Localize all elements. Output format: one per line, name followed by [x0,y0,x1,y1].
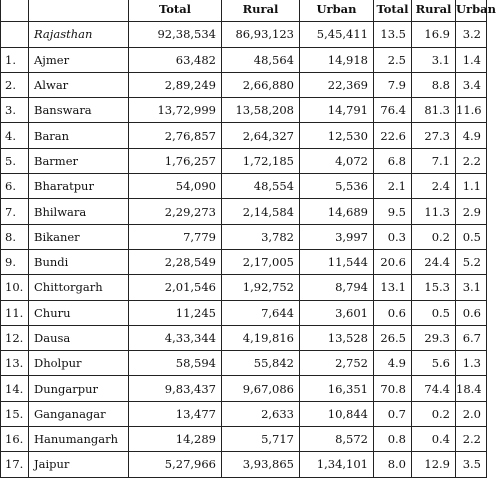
state-name-cell: Rajasthan [29,22,129,47]
urban-cell: 5,536 [300,174,374,199]
pct-total-cell: 7.9 [374,72,412,97]
serial-cell: 14. [1,376,29,401]
serial-cell: 17. [1,452,29,477]
pct-urban-cell: 3.2 [456,22,487,47]
header-serial [1,0,29,22]
urban-cell: 14,689 [300,199,374,224]
pct-total-cell: 9.5 [374,199,412,224]
serial-cell: 16. [1,427,29,452]
rural-cell: 48,564 [222,47,300,72]
total-cell: 2,29,273 [129,199,222,224]
pct-rural-cell: 15.3 [412,275,456,300]
pct-total-cell: 22.6 [374,123,412,148]
table-row [1,351,487,376]
pct-rural-cell: 27.3 [412,123,456,148]
pct-urban-cell: 11.6 [456,98,487,123]
urban-cell: 2,752 [300,351,374,376]
district-name-cell: Dausa [29,325,129,350]
table-row [1,325,487,350]
rural-cell: 3,93,865 [222,452,300,477]
total-cell: 92,38,534 [129,22,222,47]
rural-cell: 3,782 [222,224,300,249]
urban-cell: 12,530 [300,123,374,148]
rural-cell: 9,67,086 [222,376,300,401]
pct-total-cell: 6.8 [374,148,412,173]
table-row [1,174,487,199]
district-name-cell: Bhilwara [29,199,129,224]
pct-rural-cell: 81.3 [412,98,456,123]
total-cell: 11,245 [129,300,222,325]
pct-rural-cell: 8.8 [412,72,456,97]
pct-rural-cell: 5.6 [412,351,456,376]
pct-urban-cell: 1.4 [456,47,487,72]
pct-total-cell: 70.8 [374,376,412,401]
pct-total-cell: 76.4 [374,98,412,123]
pct-urban-cell: 0.5 [456,224,487,249]
pct-urban-cell: 1.1 [456,174,487,199]
district-name-cell: Ganganagar [29,401,129,426]
pct-total-cell: 13.5 [374,22,412,47]
urban-cell: 14,918 [300,47,374,72]
table-row [1,148,487,173]
table-row [1,300,487,325]
serial-cell: 10. [1,275,29,300]
pct-total-cell: 0.8 [374,427,412,452]
urban-cell: 3,997 [300,224,374,249]
pct-rural-cell: 0.2 [412,401,456,426]
pct-rural-cell: 11.3 [412,199,456,224]
pct-total-cell: 0.6 [374,300,412,325]
header-total: Total [129,0,222,22]
serial-cell: 6. [1,174,29,199]
total-cell: 14,289 [129,427,222,452]
pct-urban-cell: 2.2 [456,148,487,173]
state-row [1,22,487,47]
serial-cell: 4. [1,123,29,148]
urban-cell: 14,791 [300,98,374,123]
district-name-cell: Ajmer [29,47,129,72]
header-urban: Urban [300,0,374,22]
pct-rural-cell: 74.4 [412,376,456,401]
pct-urban-cell: 2.0 [456,401,487,426]
pct-rural-cell: 0.4 [412,427,456,452]
pct-rural-cell: 3.1 [412,47,456,72]
pct-urban-cell: 0.6 [456,300,487,325]
pct-total-cell: 0.3 [374,224,412,249]
pct-total-cell: 2.1 [374,174,412,199]
urban-cell: 10,844 [300,401,374,426]
serial-cell: 9. [1,249,29,274]
urban-cell: 5,45,411 [300,22,374,47]
rural-cell: 13,58,208 [222,98,300,123]
total-cell: 5,27,966 [129,452,222,477]
pct-urban-cell: 3.5 [456,452,487,477]
urban-cell: 3,601 [300,300,374,325]
table-row [1,98,487,123]
rural-cell: 5,717 [222,427,300,452]
rural-cell: 2,64,327 [222,123,300,148]
district-name-cell: Hanumangarh [29,427,129,452]
rural-cell: 55,842 [222,351,300,376]
district-name-cell: Baran [29,123,129,148]
rural-cell: 4,19,816 [222,325,300,350]
pct-rural-cell: 12.9 [412,452,456,477]
table-row [1,275,487,300]
table-row [1,401,487,426]
district-name-cell: Banswara [29,98,129,123]
total-cell: 1,76,257 [129,148,222,173]
pct-urban-cell: 2.9 [456,199,487,224]
rural-cell: 7,644 [222,300,300,325]
urban-cell: 1,34,101 [300,452,374,477]
pct-urban-cell: 2.2 [456,427,487,452]
pct-urban-cell: 5.2 [456,249,487,274]
urban-cell: 13,528 [300,325,374,350]
total-cell: 2,01,546 [129,275,222,300]
header-district [29,0,129,22]
table-row [1,376,487,401]
pct-total-cell: 26.5 [374,325,412,350]
urban-cell: 8,794 [300,275,374,300]
pct-rural-cell: 0.5 [412,300,456,325]
district-name-cell: Dungarpur [29,376,129,401]
serial-cell: 5. [1,148,29,173]
urban-cell: 8,572 [300,427,374,452]
district-name-cell: Dholpur [29,351,129,376]
pct-rural-cell: 2.4 [412,174,456,199]
serial-cell: 12. [1,325,29,350]
total-cell: 13,72,999 [129,98,222,123]
pct-urban-cell: 3.4 [456,72,487,97]
header-row [1,0,487,22]
rural-cell: 2,17,005 [222,249,300,274]
district-name-cell: Alwar [29,72,129,97]
serial-cell: 3. [1,98,29,123]
header-pct-total: Total [374,0,412,22]
serial-cell: 1. [1,47,29,72]
total-cell: 2,28,549 [129,249,222,274]
total-cell: 7,779 [129,224,222,249]
serial-cell: 13. [1,351,29,376]
pct-rural-cell: 16.9 [412,22,456,47]
pct-total-cell: 2.5 [374,47,412,72]
total-cell: 58,594 [129,351,222,376]
pct-urban-cell: 3.1 [456,275,487,300]
district-name-cell: Jaipur [29,452,129,477]
rural-cell: 1,72,185 [222,148,300,173]
table-row [1,199,487,224]
pct-total-cell: 13.1 [374,275,412,300]
district-name-cell: Chittorgarh [29,275,129,300]
serial-cell: 7. [1,199,29,224]
serial-cell: 2. [1,72,29,97]
header-pct-rural: Rural [412,0,456,22]
pct-rural-cell: 29.3 [412,325,456,350]
urban-cell: 16,351 [300,376,374,401]
table-row [1,427,487,452]
serial-cell: 11. [1,300,29,325]
table-row [1,123,487,148]
rural-cell: 2,66,880 [222,72,300,97]
table-row [1,249,487,274]
total-cell: 54,090 [129,174,222,199]
table-row [1,452,487,477]
rural-cell: 2,633 [222,401,300,426]
total-cell: 2,89,249 [129,72,222,97]
total-cell: 4,33,344 [129,325,222,350]
urban-cell: 22,369 [300,72,374,97]
rural-cell: 48,554 [222,174,300,199]
serial-cell: 8. [1,224,29,249]
district-name-cell: Bharatpur [29,174,129,199]
serial-cell: 15. [1,401,29,426]
header-pct-urban: Urban [456,0,487,22]
district-name-cell: Barmer [29,148,129,173]
total-cell: 13,477 [129,401,222,426]
pct-urban-cell: 4.9 [456,123,487,148]
table-row [1,224,487,249]
total-cell: 9,83,437 [129,376,222,401]
pct-total-cell: 4.9 [374,351,412,376]
table-row [1,72,487,97]
total-cell: 63,482 [129,47,222,72]
rural-cell: 86,93,123 [222,22,300,47]
pct-rural-cell: 7.1 [412,148,456,173]
pct-total-cell: 8.0 [374,452,412,477]
pct-urban-cell: 1.3 [456,351,487,376]
total-cell: 2,76,857 [129,123,222,148]
pct-total-cell: 0.7 [374,401,412,426]
pct-urban-cell: 18.4 [456,376,487,401]
pct-rural-cell: 24.4 [412,249,456,274]
pct-total-cell: 20.6 [374,249,412,274]
urban-cell: 4,072 [300,148,374,173]
district-name-cell: Bundi [29,249,129,274]
table-row [1,47,487,72]
pct-urban-cell: 6.7 [456,325,487,350]
header-rural: Rural [222,0,300,22]
urban-cell: 11,544 [300,249,374,274]
district-name-cell: Bikaner [29,224,129,249]
pct-rural-cell: 0.2 [412,224,456,249]
serial-cell [1,22,29,47]
rural-cell: 1,92,752 [222,275,300,300]
district-name-cell: Churu [29,300,129,325]
rural-cell: 2,14,584 [222,199,300,224]
